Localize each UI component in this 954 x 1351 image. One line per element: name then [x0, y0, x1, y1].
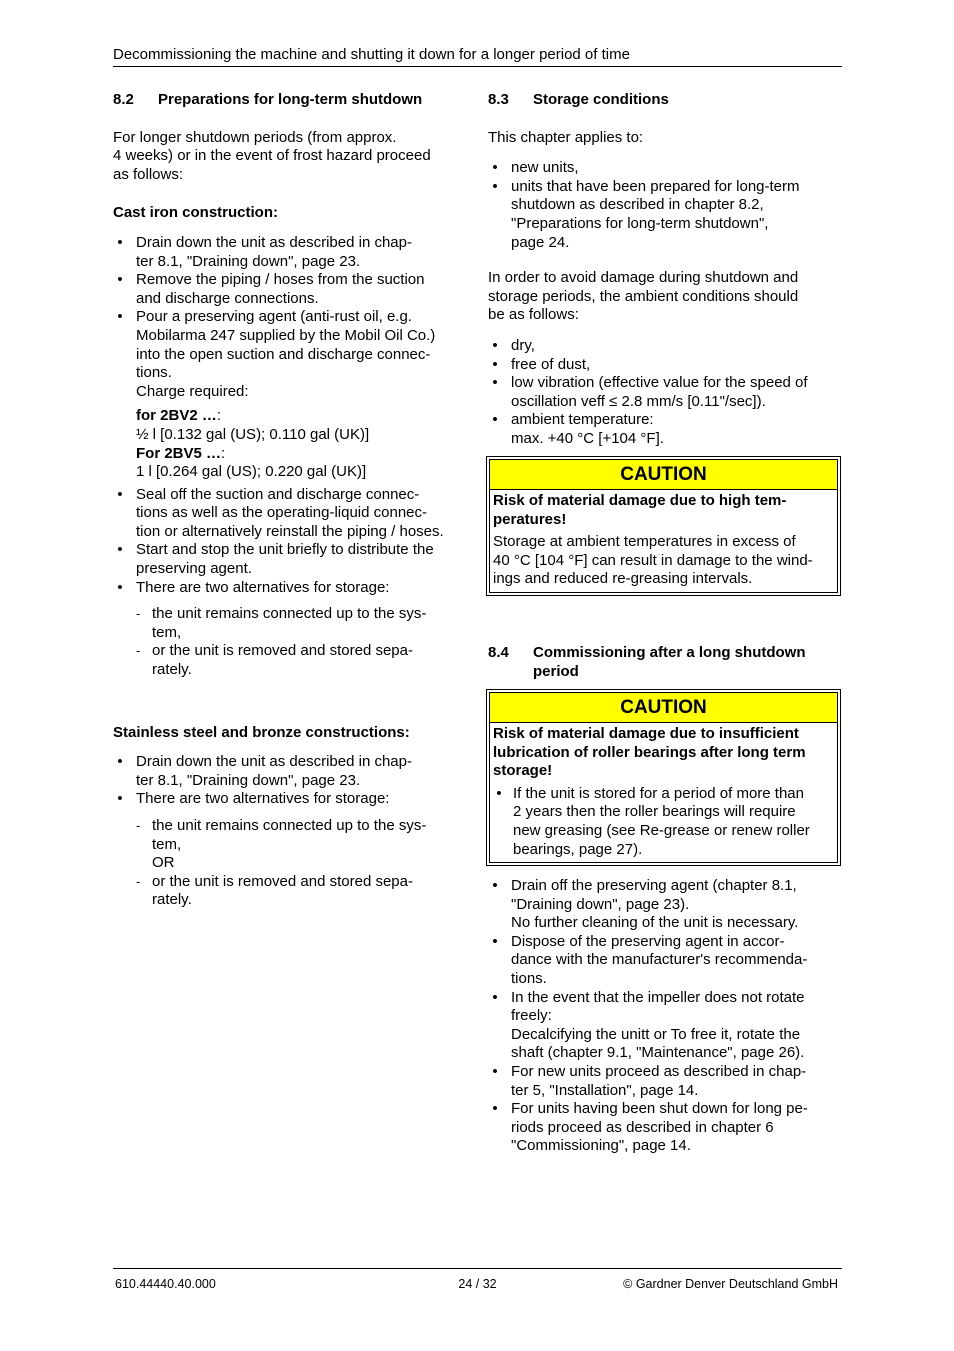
text-line: 4 weeks) or in the event of frost hazard proceed [113, 147, 431, 165]
caution-box-temperature [486, 456, 841, 596]
caution-heading: Risk of material damage due to insufficient [493, 725, 799, 742]
text-line: ter 8.1, "Draining down", page 23. [136, 771, 361, 789]
text-line: preserving agent. [136, 560, 252, 578]
text-line: units that have been prepared for long-term [511, 177, 800, 195]
text-line: Mobilarma 247 supplied by the Mobil Oil Co.) [136, 326, 436, 344]
copyright: © Gardner Denver Deutschland GmbH [623, 1277, 838, 1291]
text-line: 2 years then the roller bearings will require [513, 803, 796, 821]
stainless-alternatives-list [113, 817, 473, 910]
list-item [113, 753, 473, 790]
text-line: There are two alternatives for storage: [136, 790, 390, 808]
text-line: tem, [152, 835, 182, 853]
text-line: oscillation veff ≤ 2.8 mm/s [0.11"/sec]). [511, 392, 766, 410]
text-line: tions. [511, 969, 547, 987]
text-line: tions. [136, 364, 172, 382]
text-line: dry, [511, 336, 535, 354]
text-line: tions as well as the operating-liquid connec- [136, 504, 427, 522]
charge-2bv2 [136, 407, 473, 426]
bullet-icon: • [492, 877, 498, 894]
charge-colon: : [216, 407, 222, 425]
bullet-icon: • [492, 374, 498, 392]
charge-value: 1 l [0.264 gal (US); 0.220 gal (UK)] [136, 463, 367, 481]
text-line: ter 5, "Installation", page 14. [511, 1081, 699, 1099]
doc-number: 610.44440.40.000 [115, 1277, 216, 1291]
section-title: Commissioning after a long shutdown [533, 644, 806, 661]
dash-icon: - [136, 643, 141, 659]
left-column [113, 91, 473, 910]
bullet-icon: • [492, 1062, 498, 1080]
commissioning-steps-list [488, 877, 838, 1156]
text-line: In order to avoid damage during shutdown and [488, 269, 799, 287]
text-line: and discharge connections. [136, 289, 319, 307]
text-line: the unit remains connected up to the sys- [152, 817, 427, 834]
text-line: shutdown as described in chapter 8.2, [511, 196, 764, 214]
text-line: shaft (chapter 9.1, "Maintenance", page 26). [511, 1044, 805, 1062]
text-line: storage periods, the ambient conditions should [488, 287, 799, 305]
bullet-icon: • [117, 578, 123, 596]
charge-label: For 2BV5 … [136, 444, 222, 462]
caution-title: CAUTION [490, 693, 837, 723]
list-item [113, 234, 473, 271]
cast-iron-heading: Cast iron construction: [113, 204, 279, 222]
charge-value: ½ l [0.132 gal (US); 0.110 gal (UK)] [136, 425, 370, 443]
bullet-icon: • [117, 233, 123, 251]
list-item [113, 642, 473, 679]
list-item [488, 159, 838, 178]
bullet-icon: • [117, 790, 123, 808]
text-line: free of dust, [511, 355, 591, 373]
list-item [113, 817, 473, 873]
caution-text: Storage at ambient temperatures in excess of [493, 533, 796, 551]
list-item [488, 337, 838, 356]
page-header [113, 46, 842, 67]
stainless-heading: Stainless steel and bronze constructions: [113, 723, 410, 741]
text-line: If the unit is stored for a period of more than [513, 784, 804, 802]
list-item [113, 308, 473, 485]
section-number: 8.4 [488, 644, 509, 661]
charge-2bv5 [136, 445, 473, 464]
text-line: or the unit is removed and stored sepa- [152, 872, 413, 890]
bullet-icon: • [492, 1100, 498, 1118]
list-item [488, 1063, 838, 1100]
caution-heading: Risk of material damage due to high tem- [493, 492, 787, 509]
list-item [488, 933, 838, 989]
header-title: Decommissioning the machine and shutting it down for a longer period of time [113, 46, 630, 63]
bullet-icon: • [492, 355, 498, 373]
bullet-icon: • [117, 308, 123, 326]
intro-paragraph [113, 129, 473, 185]
text-line: be as follows: [488, 306, 579, 324]
caution-box-bearings [486, 689, 841, 866]
text-line: Decalcifying the unitt or To free it, rotate the [511, 1025, 801, 1043]
section-title: Storage conditions [533, 91, 669, 108]
section-8-2-heading [113, 91, 473, 110]
text-line: low vibration (effective value for the speed of [511, 374, 808, 392]
dash-icon: - [136, 873, 141, 889]
text-line: into the open suction and discharge connec- [136, 345, 431, 363]
stainless-list [113, 753, 473, 809]
bullet-icon: • [492, 177, 498, 195]
text-line: new units, [511, 159, 579, 177]
text-line: Charge required: [136, 382, 249, 400]
dash-icon: - [136, 818, 141, 833]
text-line: new greasing (see Re-grease or renew roller [513, 821, 810, 839]
list-item [113, 271, 473, 308]
text-line: Drain down the unit as described in chap- [136, 753, 412, 771]
text-line: as follows: [113, 165, 184, 183]
caution-heading: lubrication of roller bearings after long term [493, 743, 806, 761]
text-line: or the unit is removed and stored sepa- [152, 642, 413, 660]
text-line: Seal off the suction and discharge connec- [136, 485, 420, 503]
text-line: bearings, page 27). [513, 840, 643, 858]
text-line: In the event that the impeller does not rotate [511, 988, 805, 1006]
list-item [492, 785, 834, 859]
list-item [488, 411, 838, 448]
text-line: rately. [152, 661, 192, 679]
charge-colon: : [221, 444, 226, 462]
right-column-top [488, 91, 838, 449]
bullet-icon: • [117, 753, 123, 771]
text-line: riods proceed as described in chapter 6 [511, 1118, 774, 1136]
right-column-bottom [488, 877, 838, 1156]
bullet-icon: • [117, 541, 123, 559]
list-item [113, 605, 473, 642]
list-item [113, 486, 473, 542]
text-line: No further cleaning of the unit is necessary. [511, 914, 799, 932]
cast-alternatives-list [113, 605, 473, 679]
text-line: page 24. [511, 233, 570, 251]
page-number: 24 / 32 [458, 1277, 497, 1291]
caution-text: 40 °C [104 °F] can result in damage to the wind- [493, 551, 813, 569]
text-line: rately. [152, 891, 192, 909]
text-line: ter 8.1, "Draining down", page 23. [136, 252, 361, 270]
section-title: Preparations for long-term shutdown [158, 91, 423, 108]
bullet-icon: • [496, 784, 502, 802]
text-line: ambient temperature: [511, 411, 654, 429]
bullet-icon: • [492, 159, 498, 177]
text-line: Start and stop the unit briefly to distribute the [136, 541, 434, 559]
text-line: Dispose of the preserving agent in accor- [511, 932, 785, 950]
section-number: 8.3 [488, 91, 509, 108]
list-item [113, 541, 473, 578]
conditions-intro [488, 269, 838, 325]
text-line: dance with the manufacturer's recommenda- [511, 951, 808, 969]
caution-list [492, 785, 834, 859]
list-item [113, 579, 473, 598]
list-item [488, 178, 838, 252]
text-line: OR [152, 854, 175, 872]
caution-heading: peratures! [493, 510, 567, 528]
text-line: Drain off the preserving agent (chapter 8.1, [511, 877, 797, 894]
dash-icon: - [136, 606, 141, 622]
text-line: Drain down the unit as described in chap- [136, 233, 412, 251]
text-line: For units having been shut down for long pe- [511, 1100, 808, 1118]
list-item [488, 374, 838, 411]
text-line: max. +40 °C [+104 °F]. [511, 429, 664, 447]
list-item [488, 356, 838, 375]
section-number: 8.2 [113, 91, 134, 108]
text-line: freely: [511, 1007, 552, 1025]
applies-text: This chapter applies to: [488, 128, 644, 146]
bullet-icon: • [492, 932, 498, 950]
text-line: "Preparations for long-term shutdown", [511, 214, 769, 232]
text-line: the unit remains connected up to the sys- [152, 605, 427, 623]
text-line: For new units proceed as described in chap- [511, 1062, 807, 1080]
section-title: period [533, 662, 579, 680]
section-8-3-heading [488, 91, 838, 110]
bullet-icon: • [492, 411, 498, 429]
section-8-4-heading [488, 644, 838, 681]
list-item [488, 877, 838, 933]
applies-list [488, 159, 838, 252]
text-line: Remove the piping / hoses from the suction [136, 271, 425, 289]
list-item [113, 790, 473, 809]
cast-iron-list [113, 234, 473, 597]
charge-label: for 2BV2 … [136, 407, 217, 425]
page-footer [113, 1268, 842, 1291]
text-line: tion or alternatively reinstall the piping / hoses. [136, 522, 444, 540]
list-item [113, 873, 473, 910]
bullet-icon: • [492, 336, 498, 354]
caution-title: CAUTION [490, 460, 837, 490]
list-item [488, 1100, 838, 1156]
caution-text: ings and reduced re-greasing intervals. [493, 570, 753, 588]
bullet-icon: • [117, 271, 123, 289]
text-line: "Draining down", page 23). [511, 895, 690, 913]
list-item [488, 989, 838, 1063]
bullet-icon: • [492, 988, 498, 1006]
text-line: For longer shutdown periods (from approx. [113, 128, 397, 146]
text-line: Pour a preserving agent (anti-rust oil, e.g. [136, 308, 412, 326]
text-line: There are two alternatives for storage: [136, 578, 390, 596]
conditions-list [488, 337, 838, 449]
bullet-icon: • [117, 485, 123, 503]
caution-heading: storage! [493, 762, 553, 780]
text-line: tem, [152, 623, 182, 641]
text-line: "Commissioning", page 14. [511, 1137, 691, 1155]
